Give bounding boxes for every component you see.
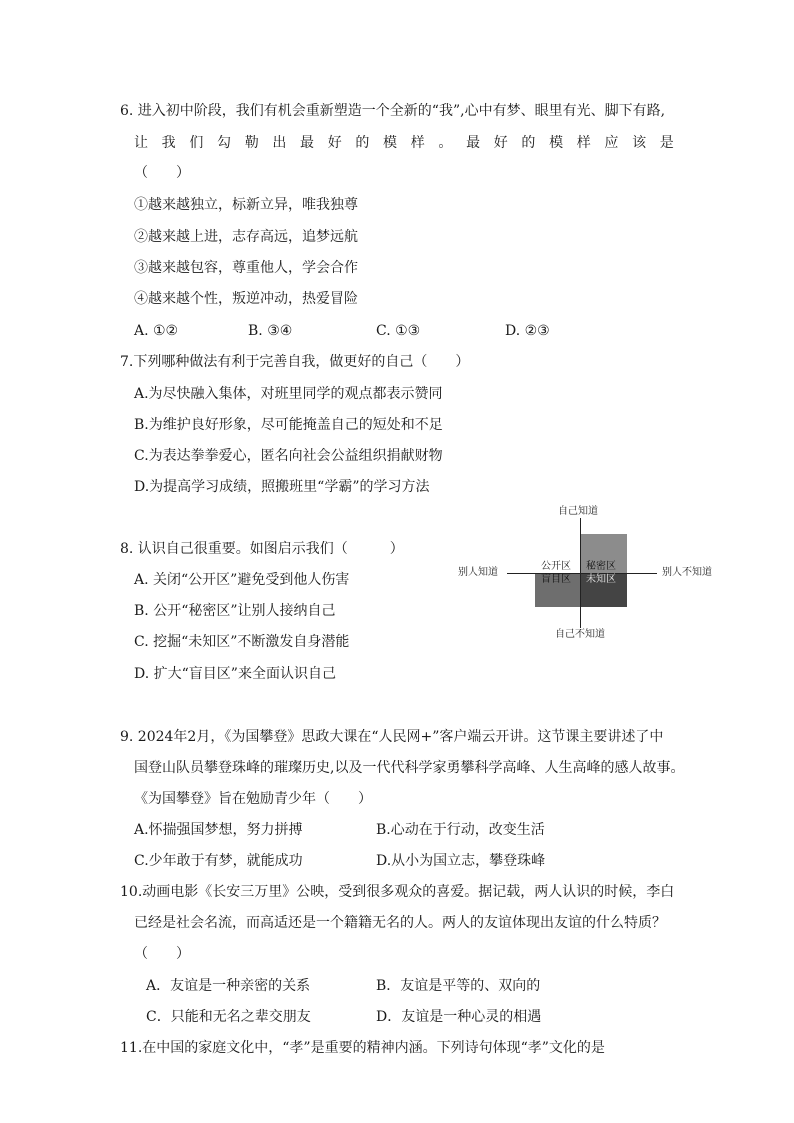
quadrant-blind-label: 盲目区 [541, 574, 571, 585]
q6-option-a: A. ①② [134, 323, 179, 339]
q8-option-b: B. 公开“秘密区”让别人接纳自己 [134, 603, 336, 619]
q9-stem-line1: 9. 2024年2月，《为国攀登》思政大课在“人民网+”客户端云开讲。这节课主要讲述了中 [120, 729, 664, 745]
q10-stem-line1: 10.动画电影《长安三万里》公映，受到很多观众的喜爱。据记载，两人认识的时候，李白 [120, 884, 675, 900]
q6-stem-line2-char: 最 [300, 135, 315, 151]
q6-stem-line2-char: 们 [189, 135, 204, 151]
q7-stem: 7.下列哪种做法有利于完善自我，做更好的自己（ ） [120, 354, 470, 370]
q6-item-2: ②越来越上进，志存高远，追梦远航 [134, 229, 358, 245]
q9-option-c: C.少年敢于有梦，就能成功 [134, 853, 303, 869]
q10-answer-paren: （ ） [134, 946, 190, 962]
q6-stem-line2-char: 出 [272, 135, 287, 151]
q10-option-c: C．只能和无名之辈交朋友 [146, 1009, 311, 1025]
q6-stem-line2-char: 的 [521, 135, 536, 151]
q6-stem-line2-char: 勾 [217, 135, 232, 151]
q9-stem-line3: 《为国攀登》旨在勉励青少年（ ） [134, 791, 372, 807]
q6-item-1: ①越来越独立，标新立异，唯我独尊 [134, 197, 358, 213]
horizontal-axis [507, 573, 657, 574]
quadrant-unknown-label: 未知区 [586, 574, 616, 585]
q7-option-c: C.为表达拳拳爱心，匿名向社会公益组织捐献财物 [134, 448, 443, 464]
q8-option-c: C. 挖掘“未知区”不断激发自身潜能 [134, 634, 350, 650]
q10-option-a: A．友谊是一种亲密的关系 [146, 978, 311, 994]
q6-stem-line2-char: 样 [576, 135, 591, 151]
diagram-label-top: 自己知道 [558, 506, 598, 517]
q7-option-d: D.为提高学习成绩，照搬班里“学霸”的学习方法 [134, 479, 430, 495]
q9-stem-line2: 国登山队员攀登珠峰的璀璨历史,以及一代代科学家勇攀科学高峰、人生高峰的感人故事。 [134, 760, 685, 776]
q6-answer-paren: （ ） [134, 165, 190, 181]
q6-stem-line2-char: 模 [383, 135, 398, 151]
q6-stem-line2-char: 我 [161, 135, 176, 151]
q9-option-d: D.从小为国立志，攀登珠峰 [376, 853, 546, 869]
q8-stem: 8. 认识自己很重要。如图启示我们（ ） [120, 541, 404, 557]
q6-option-c: C. ①③ [376, 323, 421, 339]
q6-item-4: ④越来越个性，叛逆冲动，热爱冒险 [134, 291, 358, 307]
q10-option-d: D．友谊是一种心灵的相遇 [376, 1009, 542, 1025]
q6-stem-line2-char: 让 [134, 135, 148, 151]
q6-item-3: ③越来越包容，尊重他人，学会合作 [134, 260, 358, 276]
diagram-label-left: 别人知道 [458, 567, 498, 578]
q9-option-a: A.怀揣强国梦想，努力拼搏 [134, 822, 303, 838]
q6-stem-line2-char: 的 [355, 135, 370, 151]
q6-stem-line2-char: 模 [549, 135, 564, 151]
johari-window-diagram [455, 500, 725, 645]
q11-stem-line1: 11.在中国的家庭文化中，“孝”是重要的精神内涵。下列诗句体现“孝”文化的是 [120, 1040, 605, 1056]
quadrant-secret-label: 秘密区 [586, 561, 616, 572]
q6-stem-line2-char: 最 [466, 135, 481, 151]
quadrant-open-label: 公开区 [541, 561, 571, 572]
diagram-label-right: 别人不知道 [662, 567, 712, 578]
q9-option-b: B.心动在于行动，改变生活 [376, 822, 545, 838]
q8-option-d: D. 扩大“盲目区”来全面认识自己 [134, 666, 336, 682]
q6-stem-line2-char: 勒 [244, 135, 259, 151]
q7-option-a: A.为尽快融入集体，对班里同学的观点都表示赞同 [134, 386, 443, 402]
q6-option-b: B. ③④ [248, 323, 293, 339]
q6-stem-line2-char: 好 [327, 135, 342, 151]
q8-option-a: A. 关闭“公开区”避免受到他人伤害 [134, 572, 350, 588]
q10-stem-line2: 已经是社会名流，而高适还是一个籍籍无名的人。两人的友谊体现出友谊的什么特质？ [134, 915, 666, 931]
q6-stem-line1: 6. 进入初中阶段，我们有机会重新塑造一个全新的“我”,心中有梦、眼里有光、脚下有路, [120, 103, 666, 119]
q6-stem-line2 [134, 133, 674, 153]
q6-stem-line2-char: 应 [604, 135, 619, 151]
q6-option-d: D. ②③ [505, 323, 550, 339]
q7-option-b: B.为维护良好形象，尽可能掩盖自己的短处和不足 [134, 417, 443, 433]
q6-stem-line2-char: 该 [632, 135, 647, 151]
q6-stem-line2-char: 样 [410, 135, 425, 151]
q6-stem-line2-char: 好 [493, 135, 508, 151]
q6-stem-line2-char: 是 [659, 135, 674, 151]
q6-stem-line2-char: 。 [438, 135, 453, 151]
q10-option-b: B．友谊是平等的、双向的 [376, 978, 541, 994]
diagram-label-bottom: 自己不知道 [555, 629, 605, 640]
